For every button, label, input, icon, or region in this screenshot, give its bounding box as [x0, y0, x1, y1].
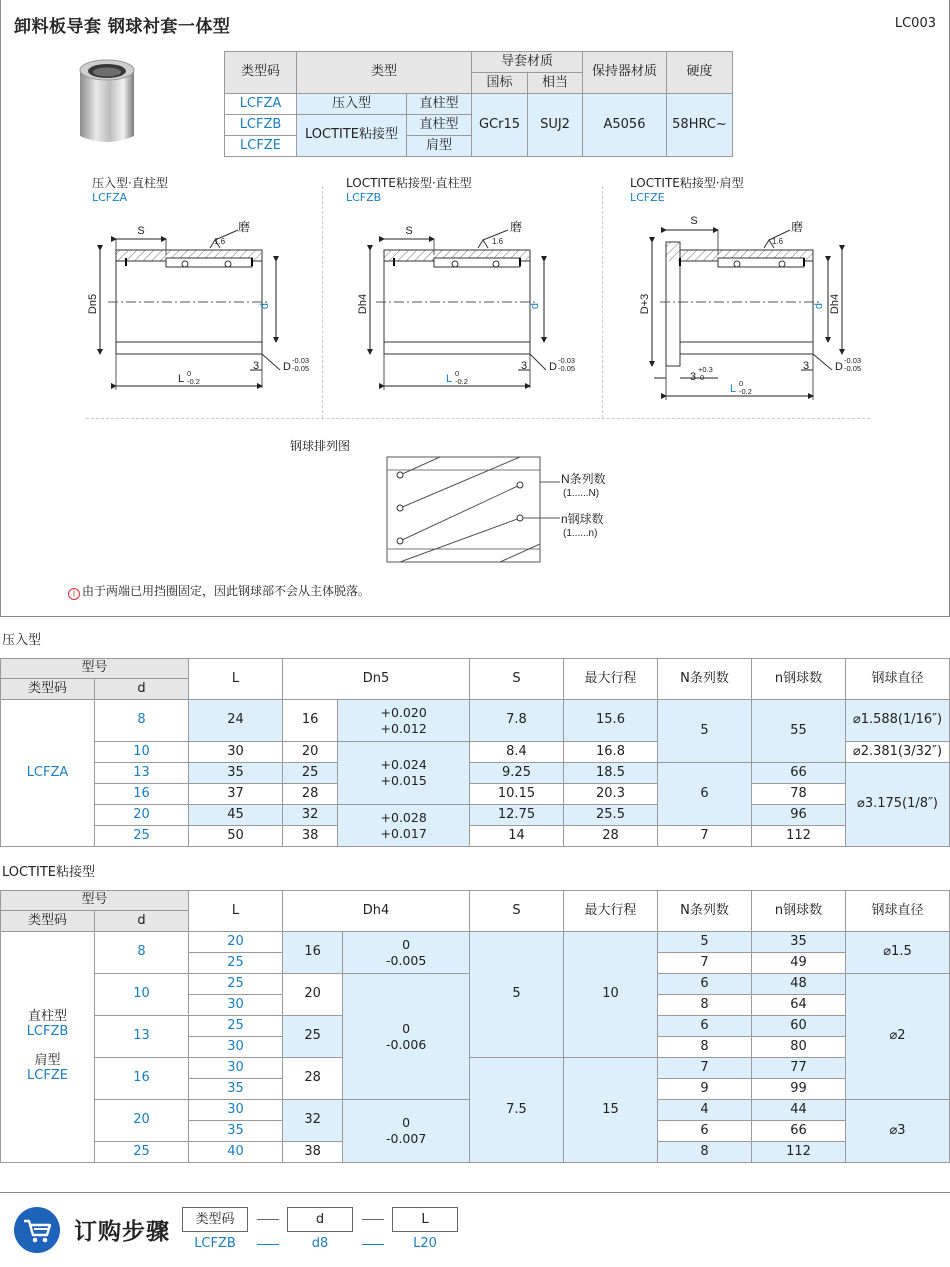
svg-text:3: 3	[521, 360, 528, 372]
svg-text:0: 0	[739, 379, 744, 388]
svg-text:Dn5: Dn5	[87, 293, 99, 315]
svg-text:-0.03: -0.03	[558, 356, 576, 365]
svg-text:+0.3: +0.3	[698, 365, 713, 374]
svg-text:0: 0	[700, 373, 705, 382]
section-divider	[86, 418, 870, 419]
hdr-equiv: 相当	[528, 73, 583, 94]
hdr-nrows: N条列数	[658, 891, 752, 932]
svg-text:D+3: D+3	[639, 293, 651, 315]
hdr-nrows: N条列数	[658, 659, 752, 700]
spec-table	[224, 51, 733, 157]
drawing-lcfza	[87, 219, 309, 390]
hdr-nballs: n钢球数	[752, 891, 846, 932]
spec-type-press: 压入型	[297, 94, 407, 115]
hdr-d: d	[95, 911, 189, 932]
svg-text:磨: 磨	[510, 220, 523, 234]
svg-text:D: D	[549, 361, 557, 373]
spec-subtype-2: 直柱型	[407, 115, 472, 136]
svg-text:-0.05: -0.05	[292, 364, 310, 373]
loctite-table: 型号 L Dh4 S 最大行程 N条列数 n钢球数 钢球直径 类型码 d 直柱型 LCFZB 肩型 LCFZE 8 20 16 0 -0.005 5 10 5 35 ⌀1.5 25 7 49 10 25 20 0 -0.006 6 48 ⌀2 30 8 64 13 25 25 6 60 30 8 80 16 30 28 7.5 15 7 77 35 9 99 20 30 32 0 -0.007 4 44 ⌀3 35 6 66 25 40 38 8 112	[0, 890, 950, 1163]
diagram-1-title: 压入型·直柱型	[92, 176, 168, 190]
svg-text:L: L	[446, 373, 453, 385]
spec-subtype-1: 直柱型	[407, 94, 472, 115]
svg-text:1.6: 1.6	[492, 237, 504, 246]
hdr-model: 型号	[1, 659, 189, 679]
svg-text:d: d	[259, 302, 271, 310]
svg-text:(1......N): (1......N)	[563, 488, 600, 499]
order-box-d: d	[287, 1207, 353, 1232]
diagram-3-code: LCFZE	[630, 191, 665, 204]
svg-text:-0.2: -0.2	[187, 377, 200, 386]
hdr-nballs: n钢球数	[752, 659, 846, 700]
svg-text:-0.05: -0.05	[558, 364, 576, 373]
hdr-gb: 国标	[472, 73, 528, 94]
svg-text:(1......n): (1......n)	[563, 528, 598, 539]
order-value-d: d8	[311, 1236, 329, 1251]
svg-text:1.6: 1.6	[214, 237, 226, 246]
svg-text:S: S	[690, 215, 698, 227]
ball-arrangement-title: 钢球排列图	[290, 439, 351, 453]
diagram-3-title: LOCTITE粘接型·肩型	[630, 176, 744, 190]
spec-hardness: 58HRC~	[667, 94, 733, 157]
note-text	[68, 582, 370, 600]
hdr-type-code: 类型码	[225, 52, 297, 94]
order-separator	[257, 1244, 279, 1245]
ball-arrangement-diagram	[380, 452, 640, 570]
svg-text:磨: 磨	[238, 220, 251, 234]
cart-icon	[14, 1207, 60, 1253]
spec-code-lcfze: LCFZE	[225, 136, 297, 157]
hdr-dh4: Dh4	[283, 891, 470, 932]
svg-text:1.6: 1.6	[772, 237, 784, 246]
press-in-table: 型号 L Dn5 S 最大行程 N条列数 n钢球数 钢球直径 类型码 d LCFZA 8 24 16 +0.020 +0.012 7.8 15.6 5 55 ⌀1.588(1/16″) 10 30 20 +0.024 +0.015 8.4 16.8 ⌀2.381(3/32″) 13 35 25 9.25 18.5 6 66 ⌀3.175(1/8″) 16 37 28 10.15 20.3 78 20 45 32 +0.028 +0.017 12.75 25.5 96 25 50 38 14 28 7 112	[0, 658, 950, 847]
svg-text:L: L	[730, 383, 737, 395]
svg-text:D: D	[283, 361, 291, 373]
hdr-model: 型号	[1, 891, 189, 911]
tolerance-cell: 0 -0.005	[343, 932, 470, 974]
hdr-type: 类型	[297, 52, 472, 94]
order-box-type-code: 类型码	[182, 1207, 248, 1232]
hdr-stroke: 最大行程	[564, 891, 658, 932]
svg-text:3: 3	[690, 371, 697, 383]
dim-s: S	[137, 225, 145, 237]
hdr-s: S	[470, 891, 564, 932]
svg-text:磨: 磨	[791, 220, 804, 234]
drawing-lcfzb	[357, 219, 575, 390]
note-body: 由于两端已用挡圈固定，因此钢球部不会从主体脱落。	[82, 584, 371, 598]
svg-text:d: d	[529, 302, 541, 310]
order-separator	[362, 1244, 384, 1245]
svg-text:-0.03: -0.03	[292, 356, 310, 365]
hdr-l: L	[189, 891, 283, 932]
hdr-ball-dia: 钢球直径	[846, 659, 950, 700]
spec-equiv: SUJ2	[528, 94, 583, 157]
hdr-type-code: 类型码	[1, 911, 95, 932]
info-icon: i	[68, 588, 80, 600]
svg-text:Dh4: Dh4	[829, 293, 841, 315]
hdr-stroke: 最大行程	[564, 659, 658, 700]
order-box-l: L	[392, 1207, 458, 1232]
svg-text:-0.2: -0.2	[455, 377, 468, 386]
order-value-type-code: LCFZB	[194, 1236, 236, 1251]
svg-text:Dh4: Dh4	[357, 293, 369, 315]
order-steps	[0, 1192, 950, 1267]
hdr-d: d	[95, 679, 189, 700]
product-code: LC003	[894, 16, 936, 31]
product-image	[76, 56, 138, 146]
tolerance-cell: +0.024 +0.015	[338, 742, 470, 805]
diagram-1-code: LCFZA	[92, 191, 128, 204]
section-label-press: 压入型	[2, 633, 42, 648]
type-code-cell: 直柱型 LCFZB 肩型 LCFZE	[1, 932, 95, 1163]
page-title: 卸料板导套 钢球衬套一体型	[14, 17, 231, 37]
order-separator	[362, 1219, 384, 1220]
diagram-2-code: LCFZB	[346, 191, 382, 204]
hdr-s: S	[470, 659, 564, 700]
hdr-dn5: Dn5	[283, 659, 470, 700]
hdr-holder: 保持器材质	[583, 52, 667, 94]
hdr-ball-dia: 钢球直径	[846, 891, 950, 932]
ball-nballs-label: n钢球数	[561, 512, 604, 526]
svg-text:0: 0	[455, 369, 460, 378]
spec-type-loctite: LOCTITE粘接型	[297, 115, 407, 157]
hdr-material: 导套材质	[472, 52, 583, 73]
svg-text:S: S	[405, 225, 413, 237]
svg-text:3: 3	[253, 360, 260, 372]
hdr-hardness: 硬度	[667, 52, 733, 94]
tolerance-cell: +0.028 +0.017	[338, 805, 470, 847]
hdr-l: L	[189, 659, 283, 700]
hdr-type-code: 类型码	[1, 679, 95, 700]
section-label-loctite: LOCTITE粘接型	[2, 865, 96, 880]
spec-code-lcfzb: LCFZB	[225, 115, 297, 136]
svg-text:0: 0	[187, 369, 192, 378]
drawing-lcfze	[639, 215, 861, 400]
tolerance-cell: 0 -0.006	[343, 974, 470, 1100]
tolerance-cell: +0.020 +0.012	[338, 700, 470, 742]
spec-subtype-3: 肩型	[407, 136, 472, 157]
spec-gb: GCr15	[472, 94, 528, 157]
spec-code-lcfza: LCFZA	[225, 94, 297, 115]
order-value-l: L20	[413, 1236, 437, 1251]
svg-text:-0.05: -0.05	[844, 364, 862, 373]
svg-text:3: 3	[803, 360, 810, 372]
order-separator	[257, 1219, 279, 1220]
order-title: 订购步骤	[74, 1219, 170, 1245]
svg-text:D: D	[835, 361, 843, 373]
svg-text:d: d	[813, 302, 825, 310]
spec-holder: A5056	[583, 94, 667, 157]
type-code-cell: LCFZA	[1, 700, 95, 847]
svg-text:L: L	[178, 373, 185, 385]
technical-drawings	[0, 200, 950, 410]
diagram-2-title: LOCTITE粘接型·直柱型	[346, 176, 472, 190]
ball-nrows-label: N条列数	[561, 472, 606, 486]
tolerance-cell: 0 -0.007	[343, 1100, 470, 1163]
svg-text:-0.03: -0.03	[844, 356, 862, 365]
svg-text:-0.2: -0.2	[739, 387, 752, 396]
